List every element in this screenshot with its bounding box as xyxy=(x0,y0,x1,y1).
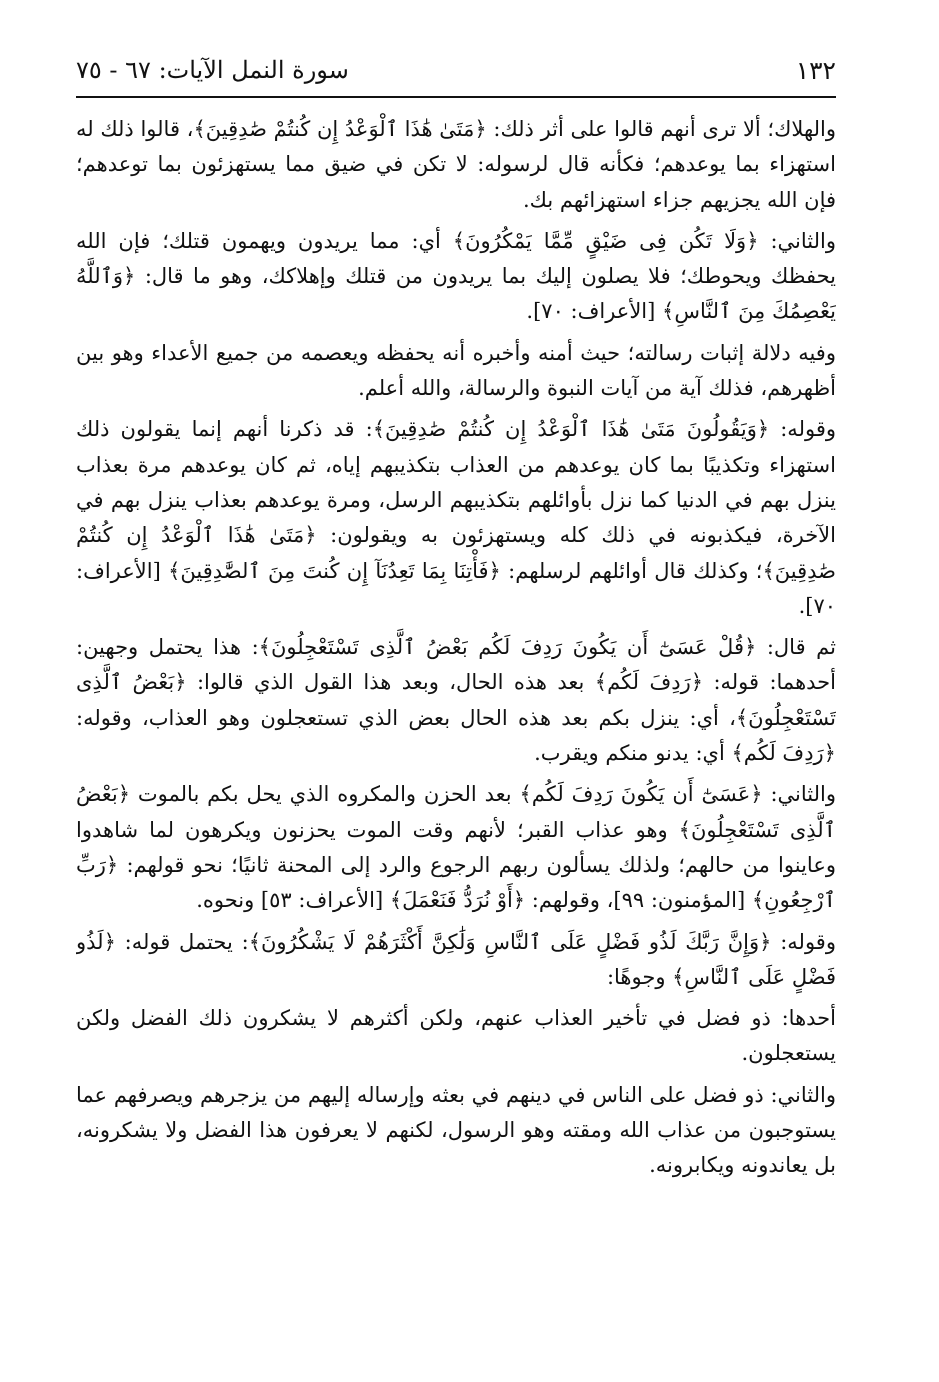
paragraph: ثم قال: ﴿قُلْ عَسَىٰٓ أَن يَكُونَ رَدِفَ لَكُم بَعْضُ ٱلَّذِى تَسْتَعْجِلُونَ﴾: هذا يحتمل وجهين: أحدهما: قوله: ﴿رَدِفَ لَكُم﴾ بعد هذه الحال، وبعد هذا القول الذي قالوا: ﴿بَعْضُ ٱلَّذِى تَسْتَعْجِلُونَ﴾، أي: ينزل بكم بعد هذه الحال بعض الذي تستعجلون وهو العذاب، وقوله: ﴿رَدِفَ لَكُم﴾ أي: يدنو منكم ويقرب. xyxy=(76,635,836,766)
paragraph: والثاني: ﴿وَلَا تَكُن فِى ضَيْقٍ مِّمَّا يَمْكُرُونَ﴾ أي: مما يريدون ويهمون قتلك؛ فإن الله يحفظك ويحوطك؛ فلا يصلون إليك بما يريدون من قتلك وإهلاكك، وهو ما قال: ﴿وَٱللَّهُ يَعْصِمُكَ مِنَ ٱلنَّاسِ﴾ [الأعراف: ٧٠]. xyxy=(76,228,836,324)
paragraph: أحدها: ذو فضل في تأخير العذاب عنهم، ولكن أكثرهم لا يشكرون ذلك الفضل ولكن يستعجلون. xyxy=(76,1006,836,1066)
running-title: سورة النمل الآيات: ٦٧ - ٧٥ xyxy=(76,56,349,84)
paragraph: وقوله: ﴿وَإِنَّ رَبَّكَ لَذُو فَضْلٍ عَلَى ٱلنَّاسِ وَلَٰكِنَّ أَكْثَرَهُمْ لَا يَشْكُرُونَ﴾: يحتمل قوله: ﴿لَذُو فَضْلٍ عَلَى ٱلنَّاسِ﴾ وجوهًا: xyxy=(76,929,836,989)
page-header xyxy=(76,52,836,98)
page-number: ١٣٢ xyxy=(795,56,836,85)
page-body xyxy=(76,112,836,1317)
paragraph: والثاني: ذو فضل على الناس في دينهم في بعثه وإرساله إليهم من يزجرهم ويصرفهم عما يستوجبون من عذاب الله ومقته وهو الرسول، لكنهم لا يعرفون هذا الفضل ولا يشكرونه، بل يعاندونه ويكابرونه. xyxy=(76,1082,836,1178)
paragraph: والهلاك؛ ألا ترى أنهم قالوا على أثر ذلك: ﴿مَتَىٰ هَٰذَا ٱلْوَعْدُ إِن كُنتُمْ صَٰدِقِينَ﴾، قالوا ذلك له استهزاء بما يوعدهم؛ فكأنه قال لرسوله: لا تكن في ضيق مما يستهزئون بما توعدهم؛ فإن الله يجزيهم جزاء استهزائهم بك. xyxy=(76,117,836,212)
paragraph: وقوله: ﴿وَيَقُولُونَ مَتَىٰ هَٰذَا ٱلْوَعْدُ إِن كُنتُمْ صَٰدِقِينَ﴾: قد ذكرنا أنهم إنما يقولون ذلك استهزاء وتكذيبًا بما كان يوعدهم من العذاب بتكذيبهم إياه، ثم كان يوعدهم مرة بعذاب ينزل بهم في الدنيا كما نزل بأوائلهم بتكذيبهم الرسل، ومرة يوعدهم بعذاب ينزل بهم في الآخرة، فيكذبونه في ذلك كله ويستهزئون به ويقولون: ﴿مَتَىٰ هَٰذَا ٱلْوَعْدُ إِن كُنتُمْ صَٰدِقِينَ﴾؛ وكذلك قال أوائلهم لرسلهم: ﴿فَأْتِنَا بِمَا تَعِدُنَآ إِن كُنتَ مِنَ ٱلصَّٰدِقِينَ﴾ [الأعراف: ٧٠]. xyxy=(76,417,836,618)
paragraph: والثاني: ﴿عَسَىٰٓ أَن يَكُونَ رَدِفَ لَكُم﴾ بعد الحزن والمكروه الذي يحل بكم بالموت ﴿بَعْضُ ٱلَّذِى تَسْتَعْجِلُونَ﴾ وهو عذاب القبر؛ لأنهم وقت الموت يحزنون ويكرهون لما شاهدوا وعاينوا من حالهم؛ ولذلك يسألون ربهم الرجوع والرد إلى المحنة ثانيًا؛ نحو قولهم: ﴿رَبِّ ٱرْجِعُونِ﴾ [المؤمنون: ٩٩]، وقولهم: ﴿أَوْ نُرَدُّ فَنَعْمَلَ﴾ [الأعراف: ٥٣] ونحوه. xyxy=(76,782,836,913)
paragraph: وفيه دلالة إثبات رسالته؛ حيث أمنه وأخبره أنه يحفظه ويعصمه من جميع الأعداء وهو بين أظهرهم، فذلك آية من آيات النبوة والرسالة، والله أعلم. xyxy=(76,340,836,401)
